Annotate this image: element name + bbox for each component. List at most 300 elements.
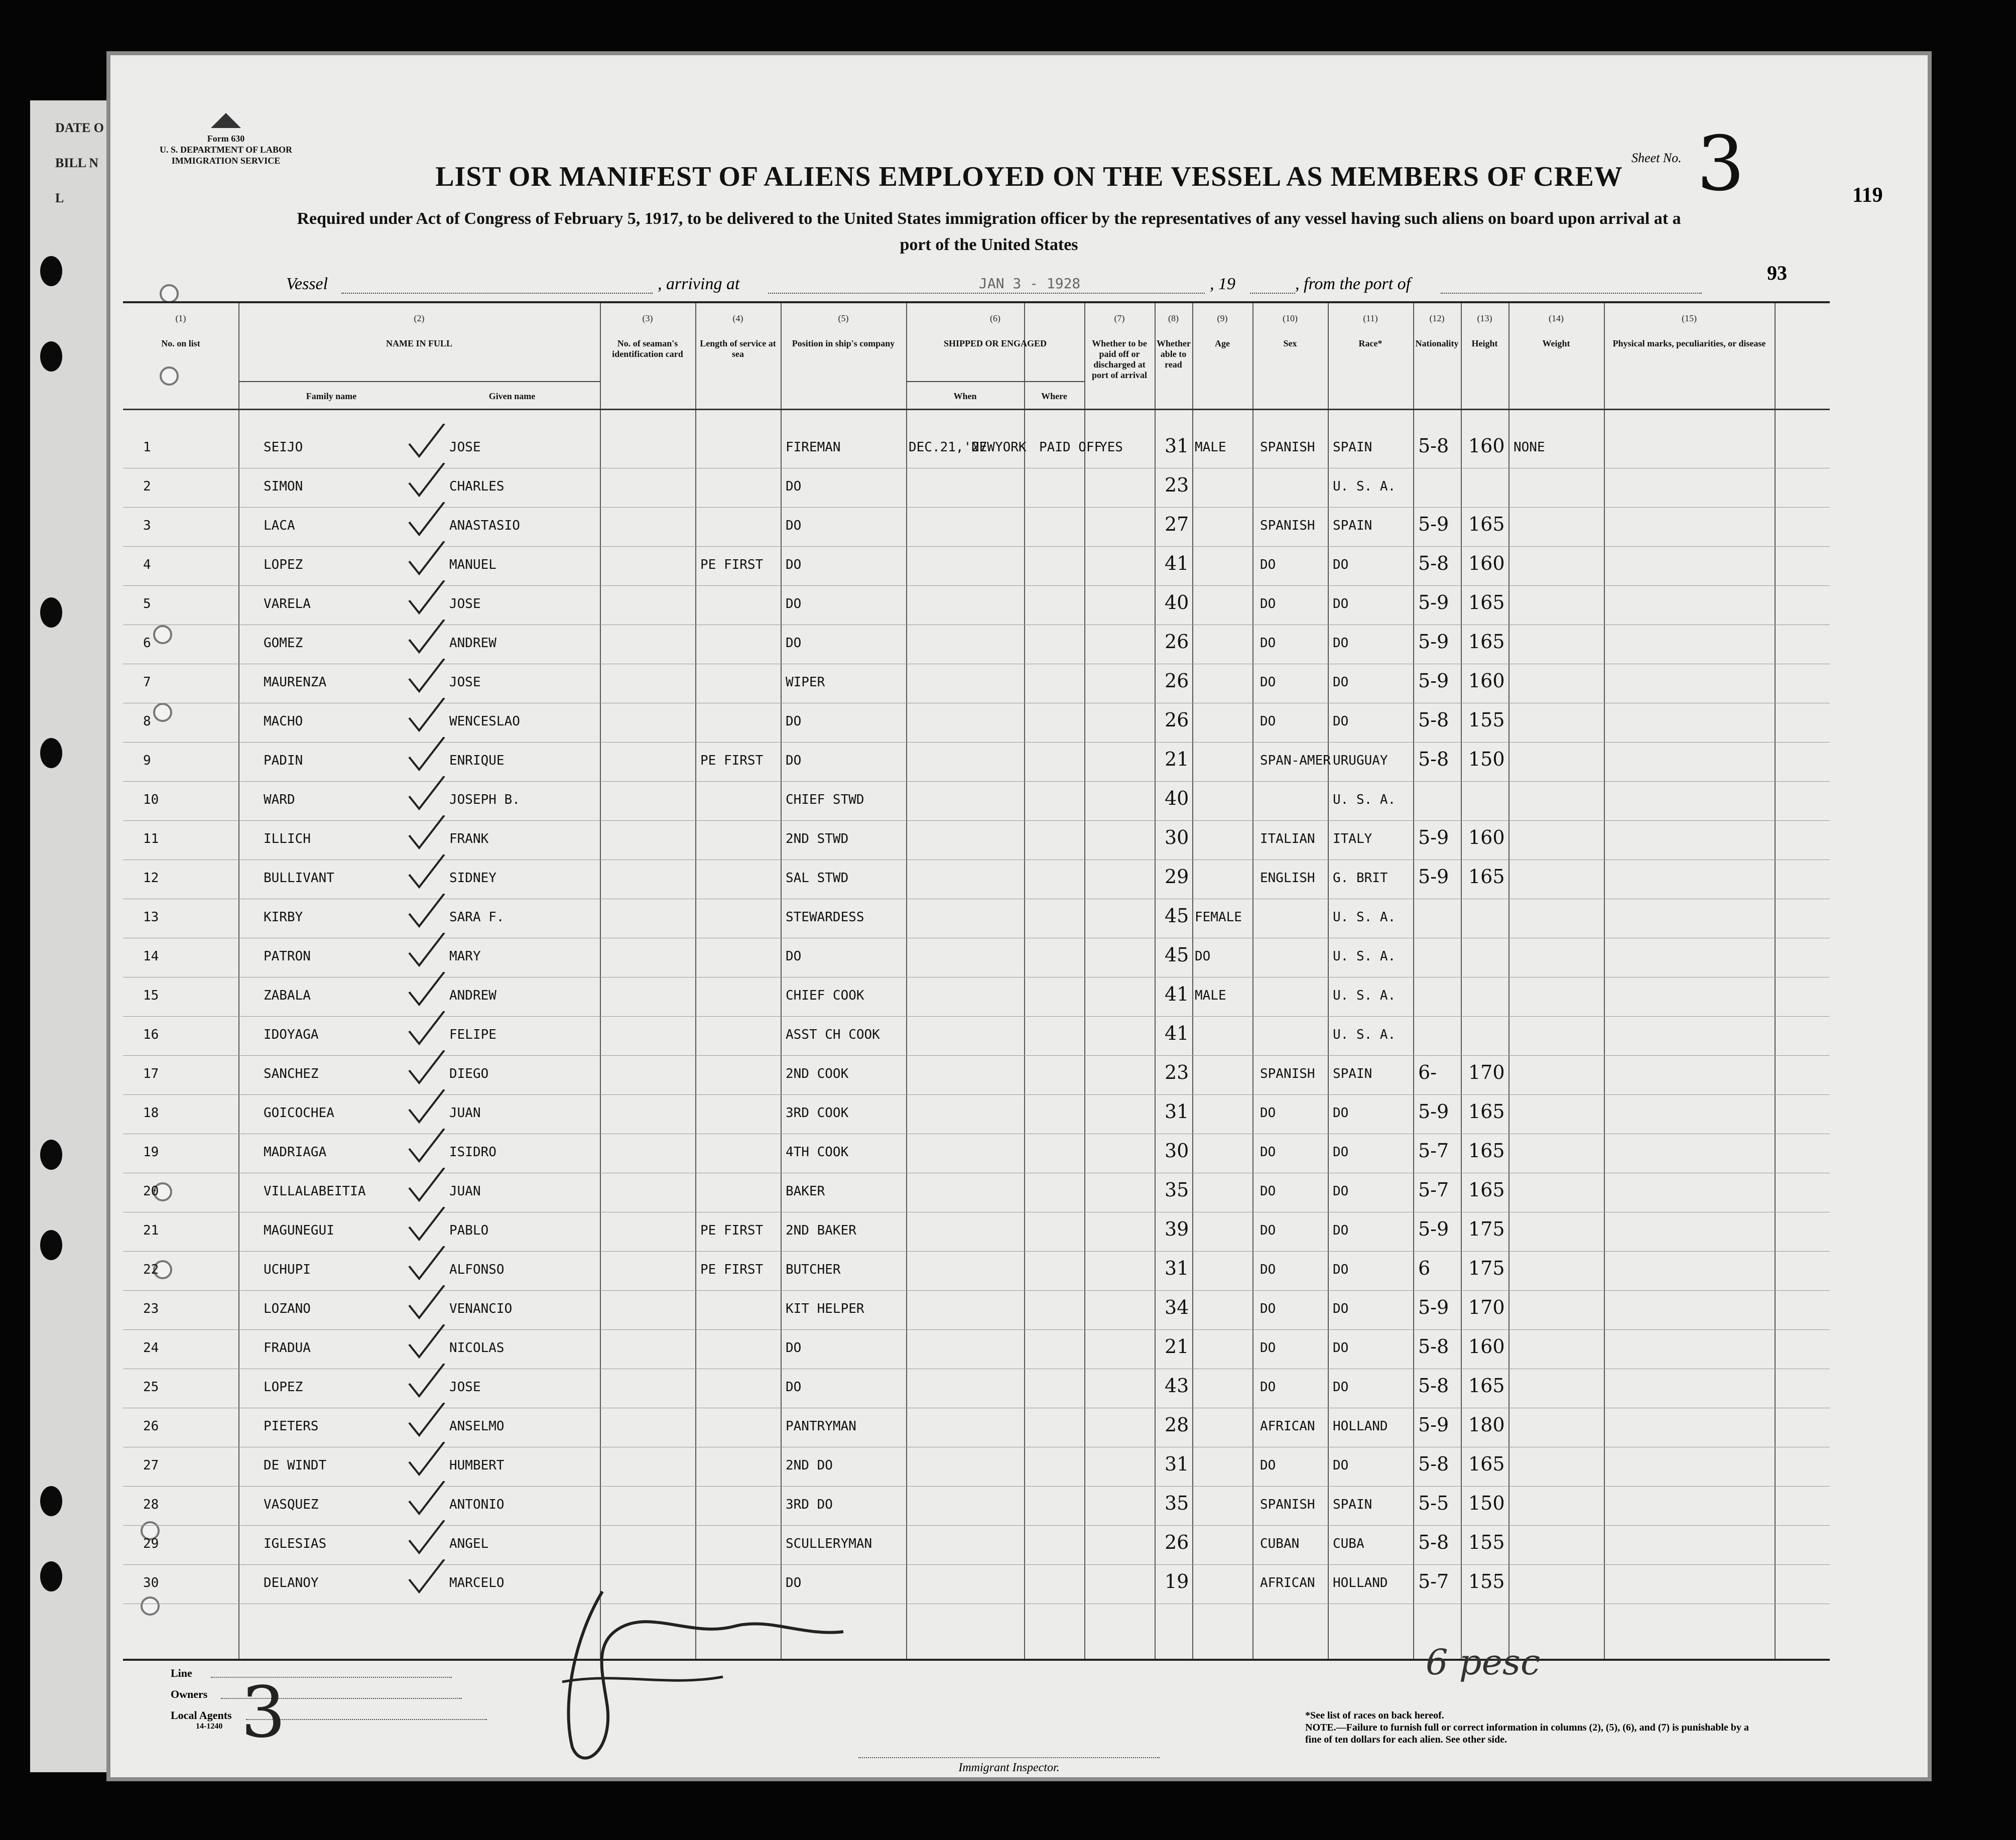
given-name: NICOLAS — [449, 1340, 505, 1356]
row-number: 21 — [143, 1223, 159, 1238]
table-row — [123, 1212, 1830, 1250]
nationality: SPAIN — [1333, 1497, 1372, 1512]
nationality: DO — [1333, 1340, 1349, 1356]
subtitle-line: Required under Act of Congress of February 5, 1917, to be delivered to the United States immigration officer by the representatives of any vessel having such aliens on board upon arrival at a — [297, 209, 1681, 228]
nationality: SPAIN — [1333, 1066, 1372, 1081]
nationality: U. S. A. — [1333, 479, 1396, 494]
able-to-read: YES — [1099, 440, 1123, 455]
year-field — [1250, 293, 1295, 294]
owners-label: Owners — [171, 1688, 208, 1700]
position: SCULLERYMAN — [786, 1536, 872, 1551]
shipped-when: DEC.21,'27 — [909, 440, 987, 455]
nationality: HOLLAND — [1333, 1575, 1388, 1590]
column-header: NAME IN FULL — [386, 338, 452, 348]
inspector-signature-icon — [542, 1581, 894, 1782]
handwritten-note: 6 pesc — [1426, 1642, 1541, 1683]
column-header: Whether to be paid off or discharged at port of arrival — [1092, 338, 1147, 380]
table-row — [123, 938, 1830, 976]
position: DO — [786, 596, 802, 611]
height: 5-8 — [1418, 1453, 1449, 1475]
race: ITALIAN — [1260, 831, 1315, 846]
family-name: MADRIAGA — [264, 1145, 327, 1160]
race: AFRICAN — [1260, 1419, 1315, 1434]
crew-table — [123, 301, 1830, 1661]
stub-line: BILL N — [55, 156, 98, 170]
position: 2ND BAKER — [786, 1223, 856, 1238]
nationality: SPAIN — [1333, 440, 1372, 455]
given-name: MARY — [449, 949, 481, 964]
position: 3RD DO — [786, 1497, 833, 1512]
weight: 155 — [1468, 709, 1505, 731]
row-number: 20 — [143, 1184, 159, 1199]
weight: 165 — [1468, 1375, 1505, 1397]
checkmark-icon — [404, 1559, 449, 1594]
binder-hole — [40, 341, 62, 372]
weight: 160 — [1468, 1335, 1505, 1358]
row-number: 10 — [143, 792, 159, 807]
family-name: IGLESIAS — [264, 1536, 327, 1551]
position: DO — [786, 949, 802, 964]
race: DO — [1260, 1380, 1276, 1395]
age: 26 — [1165, 1531, 1189, 1553]
column-header: Position in ship's company — [792, 338, 895, 348]
age: 35 — [1165, 1179, 1189, 1201]
position: DO — [786, 1380, 802, 1395]
height: 5-7 — [1418, 1179, 1449, 1201]
position: 2ND COOK — [786, 1066, 849, 1081]
height: 5-8 — [1418, 1531, 1449, 1553]
age: 34 — [1165, 1296, 1189, 1318]
column-number: (1) — [175, 313, 186, 323]
family-name: DE WINDT — [264, 1458, 327, 1473]
family-name: MAGUNEGUI — [264, 1223, 334, 1238]
checkmark-icon — [404, 1403, 449, 1438]
table-row — [123, 1173, 1830, 1211]
height: 5-9 — [1418, 1218, 1449, 1240]
race: AFRICAN — [1260, 1575, 1315, 1590]
nationality: DO — [1333, 1262, 1349, 1277]
height: 5-9 — [1418, 591, 1449, 614]
column-header: Nationality — [1415, 338, 1459, 348]
table-row — [123, 1486, 1830, 1524]
height: 5-9 — [1418, 1414, 1449, 1436]
weight: 165 — [1468, 591, 1505, 614]
checkmark-icon — [404, 1089, 449, 1125]
row-number: 26 — [143, 1419, 159, 1434]
position: DO — [786, 714, 802, 729]
nationality: DO — [1333, 1145, 1349, 1160]
weight: 165 — [1468, 1100, 1505, 1123]
column-header: Physical marks, peculiarities, or disease — [1612, 338, 1766, 348]
eagle-seal-icon — [206, 110, 246, 131]
table-row — [123, 899, 1830, 937]
document-title: LIST OR MANIFEST OF ALIENS EMPLOYED ON THE VESSEL AS MEMBERS OF CREW — [435, 161, 1623, 192]
position: 2ND STWD — [786, 831, 849, 846]
table-row — [123, 820, 1830, 858]
subtitle-line: port of the United States — [900, 235, 1078, 254]
column-number: (13) — [1477, 313, 1492, 323]
column-header: Whether able to read — [1157, 338, 1191, 370]
table-row — [123, 546, 1830, 584]
nationality: DO — [1333, 1184, 1349, 1199]
family-name: PATRON — [264, 949, 311, 964]
row-number: 4 — [143, 557, 151, 572]
weight: 160 — [1468, 670, 1505, 692]
table-row — [123, 1408, 1830, 1446]
column-number: (4) — [732, 313, 743, 323]
race: DO — [1260, 1340, 1276, 1356]
agents-form-number: 14-1240 — [196, 1722, 223, 1731]
nationality: U. S. A. — [1333, 1027, 1396, 1042]
height: 5-9 — [1418, 1296, 1449, 1318]
length-of-service: PE FIRST — [700, 1223, 764, 1238]
position: PANTRYMAN — [786, 1419, 856, 1434]
nationality: U. S. A. — [1333, 949, 1396, 964]
row-number: 5 — [143, 596, 151, 611]
checkmark-icon — [404, 1207, 449, 1242]
given-name: PABLO — [449, 1223, 489, 1238]
column-number: (12) — [1429, 313, 1445, 323]
age: 45 — [1165, 905, 1189, 927]
position: CHIEF STWD — [786, 792, 864, 807]
table-row — [123, 1094, 1830, 1133]
weight: 165 — [1468, 1453, 1505, 1475]
service-name: IMMIGRATION SERVICE — [171, 156, 281, 166]
height: 5-9 — [1418, 670, 1449, 692]
physical-marks: NONE — [1514, 440, 1545, 455]
age: 23 — [1165, 474, 1189, 496]
length-of-service: PE FIRST — [700, 557, 764, 572]
height: 5-5 — [1418, 1492, 1449, 1514]
given-name: SARA F. — [449, 910, 505, 925]
age: 41 — [1165, 552, 1189, 574]
column-number: (11) — [1363, 313, 1378, 323]
weight: 165 — [1468, 866, 1505, 888]
row-number: 17 — [143, 1066, 159, 1081]
nationality: G. BRIT — [1333, 871, 1388, 886]
family-name: GOMEZ — [264, 636, 303, 651]
age: 41 — [1165, 983, 1189, 1005]
nationality: DO — [1333, 1301, 1349, 1316]
column-subheader: Family name — [306, 391, 357, 401]
checkmark-icon — [404, 1168, 449, 1203]
given-name: HUMBERT — [449, 1458, 505, 1473]
checkmark-icon — [404, 1011, 449, 1046]
nationality: U. S. A. — [1333, 792, 1396, 807]
race: SPANISH — [1260, 1497, 1315, 1512]
family-name: MACHO — [264, 714, 303, 729]
height: 5-9 — [1418, 1100, 1449, 1123]
column-header: Sex — [1283, 338, 1297, 348]
handwritten-number: 3 — [241, 1672, 286, 1754]
age: 40 — [1165, 787, 1189, 809]
given-name: ANGEL — [449, 1536, 489, 1551]
race: DO — [1260, 714, 1276, 729]
weight: 160 — [1468, 826, 1505, 848]
age: 39 — [1165, 1218, 1189, 1240]
age: 19 — [1165, 1570, 1189, 1592]
column-number: (9) — [1217, 313, 1228, 323]
binder-hole — [40, 1140, 62, 1170]
binder-hole — [40, 738, 62, 768]
race: DO — [1260, 636, 1276, 651]
nationality: U. S. A. — [1333, 910, 1396, 925]
checkmark-icon — [404, 815, 449, 850]
weight: 160 — [1468, 552, 1505, 574]
given-name: ANSELMO — [449, 1419, 505, 1434]
row-number: 28 — [143, 1497, 159, 1512]
nationality: ITALY — [1333, 831, 1372, 846]
family-name: UCHUPI — [264, 1262, 311, 1277]
position: DO — [786, 636, 802, 651]
family-name: PIETERS — [264, 1419, 319, 1434]
family-name: SANCHEZ — [264, 1066, 319, 1081]
table-row — [123, 703, 1830, 741]
header-subdivider — [906, 381, 1084, 382]
row-number: 12 — [143, 871, 159, 886]
family-name: GOICOCHEA — [264, 1106, 334, 1121]
race: DO — [1260, 1223, 1276, 1238]
row-number: 23 — [143, 1301, 159, 1316]
arriving-label: , arriving at — [658, 275, 740, 293]
family-name: LOPEZ — [264, 557, 303, 572]
column-number: (8) — [1168, 313, 1179, 323]
position: BUTCHER — [786, 1262, 841, 1277]
sex: MALE — [1195, 988, 1226, 1003]
stub-line: DATE O — [55, 120, 104, 135]
row-number: 19 — [143, 1145, 159, 1160]
table-row — [123, 742, 1830, 780]
table-row — [123, 1525, 1830, 1563]
position: DO — [786, 518, 802, 533]
column-number: (10) — [1283, 313, 1298, 323]
age: 26 — [1165, 631, 1189, 653]
weight: 165 — [1468, 631, 1505, 653]
weight: 175 — [1468, 1218, 1505, 1240]
family-name: WARD — [264, 792, 295, 807]
table-row — [123, 429, 1830, 467]
race: DO — [1260, 675, 1276, 690]
family-name: SEIJO — [264, 440, 303, 455]
row-number: 16 — [143, 1027, 159, 1042]
column-header: Age — [1215, 338, 1230, 348]
header-divider — [123, 409, 1830, 410]
family-name: LOZANO — [264, 1301, 311, 1316]
row-number: 8 — [143, 714, 151, 729]
position: DO — [786, 479, 802, 494]
family-name: IDOYAGA — [264, 1027, 319, 1042]
given-name: JOSE — [449, 440, 481, 455]
age: 30 — [1165, 1140, 1189, 1162]
checkmark-icon — [404, 1442, 449, 1477]
age: 26 — [1165, 709, 1189, 731]
height: 5-7 — [1418, 1140, 1449, 1162]
nationality: SPAIN — [1333, 518, 1372, 533]
given-name: WENCESLAO — [449, 714, 520, 729]
checkmark-icon — [404, 854, 449, 890]
height: 5-9 — [1418, 631, 1449, 653]
age: 28 — [1165, 1414, 1189, 1436]
height: 5-8 — [1418, 709, 1449, 731]
family-name: KIRBY — [264, 910, 303, 925]
punch-ring — [160, 284, 179, 303]
family-name: VARELA — [264, 596, 311, 611]
age: 31 — [1165, 1453, 1189, 1475]
given-name: ANDREW — [449, 988, 496, 1003]
position: STEWARDESS — [786, 910, 864, 925]
vessel-field — [341, 293, 653, 294]
row-number: 14 — [143, 949, 159, 964]
checkmark-icon — [404, 1129, 449, 1164]
age: 29 — [1165, 866, 1189, 888]
checkmark-icon — [404, 659, 449, 694]
weight: 150 — [1468, 748, 1505, 770]
column-header: Race* — [1358, 338, 1382, 348]
family-name: ILLICH — [264, 831, 311, 846]
row-number: 1 — [143, 440, 151, 455]
row-number: 22 — [143, 1262, 159, 1277]
weight: 170 — [1468, 1061, 1505, 1083]
given-name: CHARLES — [449, 479, 505, 494]
given-name: ISIDRO — [449, 1145, 496, 1160]
arriving-field — [768, 293, 1205, 294]
race: DO — [1260, 557, 1276, 572]
table-row — [123, 507, 1830, 545]
checkmark-icon — [404, 1481, 449, 1516]
nationality: HOLLAND — [1333, 1419, 1388, 1434]
position: DO — [786, 753, 802, 768]
nationality: U. S. A. — [1333, 988, 1396, 1003]
position: 3RD COOK — [786, 1106, 849, 1121]
row-number: 13 — [143, 910, 159, 925]
shipped-where: NEWYORK — [971, 440, 1027, 455]
department-name: U. S. DEPARTMENT OF LABOR — [159, 145, 293, 155]
given-name: ANDREW — [449, 636, 496, 651]
vessel-label: Vessel — [286, 275, 328, 293]
checkmark-icon — [404, 1520, 449, 1555]
race: DO — [1260, 1458, 1276, 1473]
column-header: No. on list — [161, 338, 200, 348]
paid-off: PAID OFF — [1039, 440, 1102, 455]
height: 6 — [1418, 1257, 1431, 1279]
binder-hole — [40, 256, 62, 286]
position: CHIEF COOK — [786, 988, 864, 1003]
family-name: VASQUEZ — [264, 1497, 319, 1512]
nationality: DO — [1333, 1106, 1349, 1121]
checkmark-icon — [404, 541, 449, 576]
port-field — [1441, 293, 1702, 294]
department-header — [151, 110, 301, 166]
column-number: (2) — [414, 313, 425, 323]
height: 5-9 — [1418, 866, 1449, 888]
position: DO — [786, 1340, 802, 1356]
length-of-service: PE FIRST — [700, 1262, 764, 1277]
given-name: JOSEPH B. — [449, 792, 520, 807]
column-header: Weight — [1542, 338, 1570, 348]
nationality: DO — [1333, 1223, 1349, 1238]
family-name: LACA — [264, 518, 295, 533]
weight: 165 — [1468, 513, 1505, 535]
column-header: Length of service at sea — [700, 338, 776, 359]
race: DO — [1260, 1262, 1276, 1277]
binder-hole — [40, 1561, 62, 1591]
checkmark-icon — [404, 1246, 449, 1281]
position: WIPER — [786, 675, 825, 690]
weight: 170 — [1468, 1296, 1505, 1318]
age: 35 — [1165, 1492, 1189, 1514]
row-number: 15 — [143, 988, 159, 1003]
race: SPAN-AMER — [1260, 753, 1331, 768]
checkmark-icon — [404, 972, 449, 1007]
family-name: MAURENZA — [264, 675, 327, 690]
agents-label: Local Agents — [171, 1709, 232, 1722]
column-number: (14) — [1549, 313, 1564, 323]
age: 40 — [1165, 591, 1189, 614]
column-subheader: Where — [1041, 391, 1067, 401]
nationality: DO — [1333, 557, 1349, 572]
age: 23 — [1165, 1061, 1189, 1083]
year-label: , 19 — [1210, 275, 1235, 293]
height: 5-8 — [1418, 1335, 1449, 1358]
height: 5-9 — [1418, 513, 1449, 535]
port-label: , from the port of — [1295, 275, 1411, 293]
table-row — [123, 625, 1830, 663]
reference-number: 93 — [1767, 262, 1787, 284]
row-number: 27 — [143, 1458, 159, 1473]
given-name: JUAN — [449, 1184, 481, 1199]
position: KIT HELPER — [786, 1301, 864, 1316]
table-row — [123, 1447, 1830, 1485]
table-row — [123, 781, 1830, 819]
family-name: PADIN — [264, 753, 303, 768]
given-name: ANASTASIO — [449, 518, 520, 533]
age: 21 — [1165, 748, 1189, 770]
table-row — [123, 1251, 1830, 1289]
column-number: (5) — [838, 313, 849, 323]
nationality: DO — [1333, 1380, 1349, 1395]
row-number: 9 — [143, 753, 151, 768]
sex: DO — [1195, 949, 1211, 964]
position: FIREMAN — [786, 440, 841, 455]
nationality: DO — [1333, 1458, 1349, 1473]
position: 4TH COOK — [786, 1145, 849, 1160]
footnote-races: *See list of races on back hereof. — [1305, 1710, 1444, 1721]
race: DO — [1260, 596, 1276, 611]
family-name: DELANOY — [264, 1575, 319, 1590]
weight: 155 — [1468, 1570, 1505, 1592]
binder-hole — [40, 1486, 62, 1516]
position: BAKER — [786, 1184, 825, 1199]
table-row — [123, 1329, 1830, 1368]
table-row — [123, 860, 1830, 898]
given-name: FELIPE — [449, 1027, 496, 1042]
column-header: Height — [1471, 338, 1498, 348]
age: 30 — [1165, 826, 1189, 848]
checkmark-icon — [404, 698, 449, 733]
height: 5-8 — [1418, 552, 1449, 574]
row-number: 6 — [143, 636, 151, 651]
checkmark-icon — [404, 737, 449, 772]
row-number: 7 — [143, 675, 151, 690]
given-name: MARCELO — [449, 1575, 505, 1590]
nationality: DO — [1333, 675, 1349, 690]
table-row — [123, 664, 1830, 702]
race: ENGLISH — [1260, 871, 1315, 886]
race: SPANISH — [1260, 440, 1315, 455]
checkmark-icon — [404, 1364, 449, 1399]
table-row — [123, 468, 1830, 506]
height: 6- — [1418, 1061, 1437, 1083]
